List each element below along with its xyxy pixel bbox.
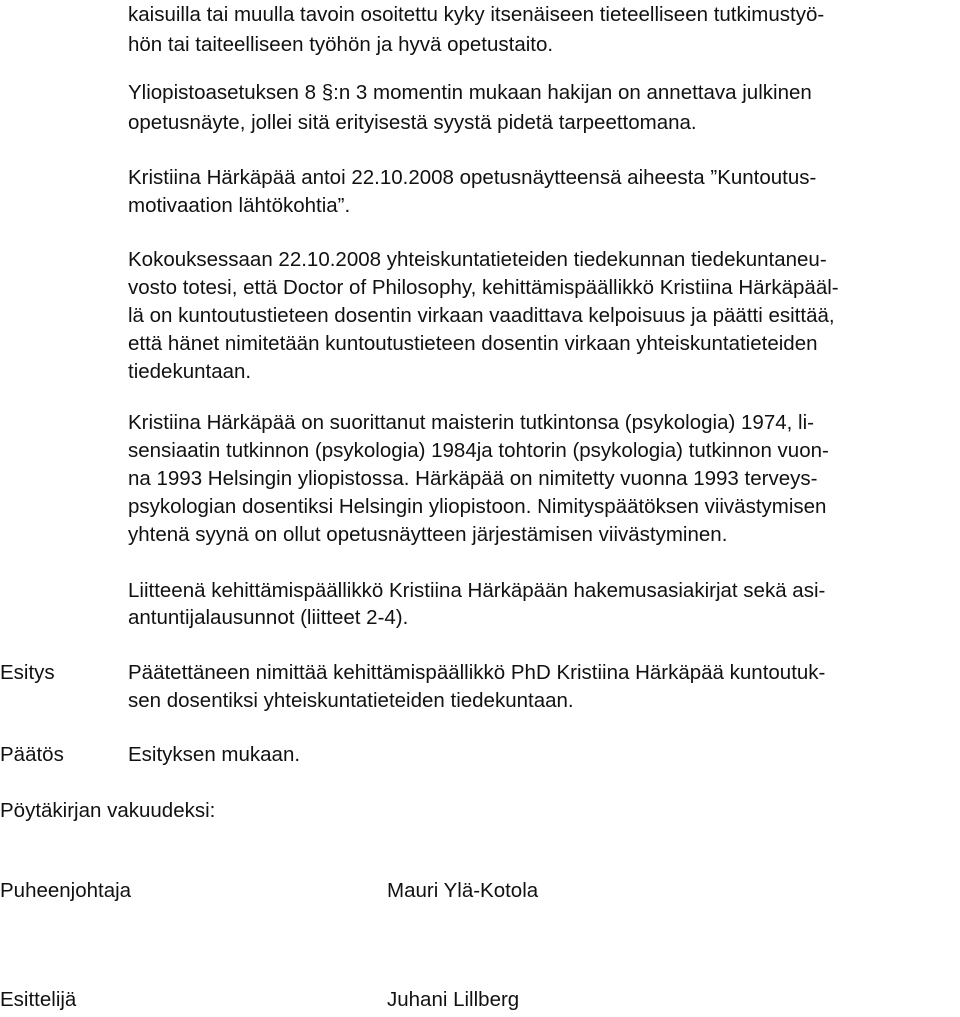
chair-name: Mauri Ylä-Kotola — [387, 879, 539, 902]
text-line: vosto totesi, että Doctor of Philosophy, kehittämispäällikkö Kristiina Härkäpääl- — [128, 276, 839, 299]
text-line: kaisuilla tai muulla tavoin osoitettu kyky itsenäiseen tieteelliseen tutkimustyö- — [128, 3, 825, 26]
text-line: sensiaatin tutkinnon (psykologia) 1984ja tohtorin (psykologia) tutkinnon vuon- — [128, 439, 829, 462]
text-line: Liitteenä kehittämispäällikkö Kristiina Härkäpään hakemusasiakirjat sekä asi- — [128, 579, 826, 602]
text-line: tiedekuntaan. — [128, 360, 252, 383]
chair-label: Puheenjohtaja — [0, 879, 132, 902]
proposal-text-line: sen dosentiksi yhteiskuntatieteiden tiedekuntaan. — [128, 689, 574, 712]
text-line: antuntijalausunnot (liitteet 2-4). — [128, 606, 409, 629]
text-line: lä on kuntoutustieteen dosentin virkaan vaadittava kelpoisuus ja päätti esittää, — [128, 304, 835, 327]
text-line: psykologian dosentiksi Helsingin yliopistoon. Nimityspäätöksen viivästymisen — [128, 495, 827, 518]
presenter-label: Esittelijä — [0, 988, 77, 1011]
text-line: että hänet nimitetään kuntoutustieteen dosentin virkaan yhteiskuntatieteiden — [128, 332, 818, 355]
text-line: hön tai taiteelliseen työhön ja hyvä opetustaito. — [128, 33, 554, 56]
presenter-name: Juhani Lillberg — [387, 988, 520, 1011]
text-line: Kristiina Härkäpää on suorittanut maisterin tutkintonsa (psykologia) 1974, li- — [128, 411, 814, 434]
proposal-text-line: Päätettäneen nimittää kehittämispäällikkö PhD Kristiina Härkäpää kuntoutuk- — [128, 661, 826, 684]
proposal-label: Esitys — [0, 661, 55, 684]
text-line: motivaation lähtökohtia”. — [128, 194, 351, 217]
text-line: Kristiina Härkäpää antoi 22.10.2008 opetusnäytteensä aiheesta ”Kuntoutus- — [128, 166, 817, 189]
text-line: Yliopistoasetuksen 8 §:n 3 momentin mukaan hakijan on annettava julkinen — [128, 81, 812, 104]
text-line: na 1993 Helsingin yliopistossa. Härkäpää on nimitetty vuonna 1993 terveys- — [128, 467, 818, 490]
text-line: yhtenä syynä on ollut opetusnäytteen järjestämisen viivästyminen. — [128, 523, 728, 546]
text-line: opetusnäyte, jollei sitä erityisestä syystä pidetä tarpeettomana. — [128, 111, 697, 134]
minutes-verification-heading: Pöytäkirjan vakuudeksi: — [0, 799, 216, 822]
decision-text: Esityksen mukaan. — [128, 743, 301, 766]
decision-label: Päätös — [0, 743, 64, 766]
text-line: Kokouksessaan 22.10.2008 yhteiskuntatieteiden tiedekunnan tiedekuntaneu- — [128, 248, 827, 271]
